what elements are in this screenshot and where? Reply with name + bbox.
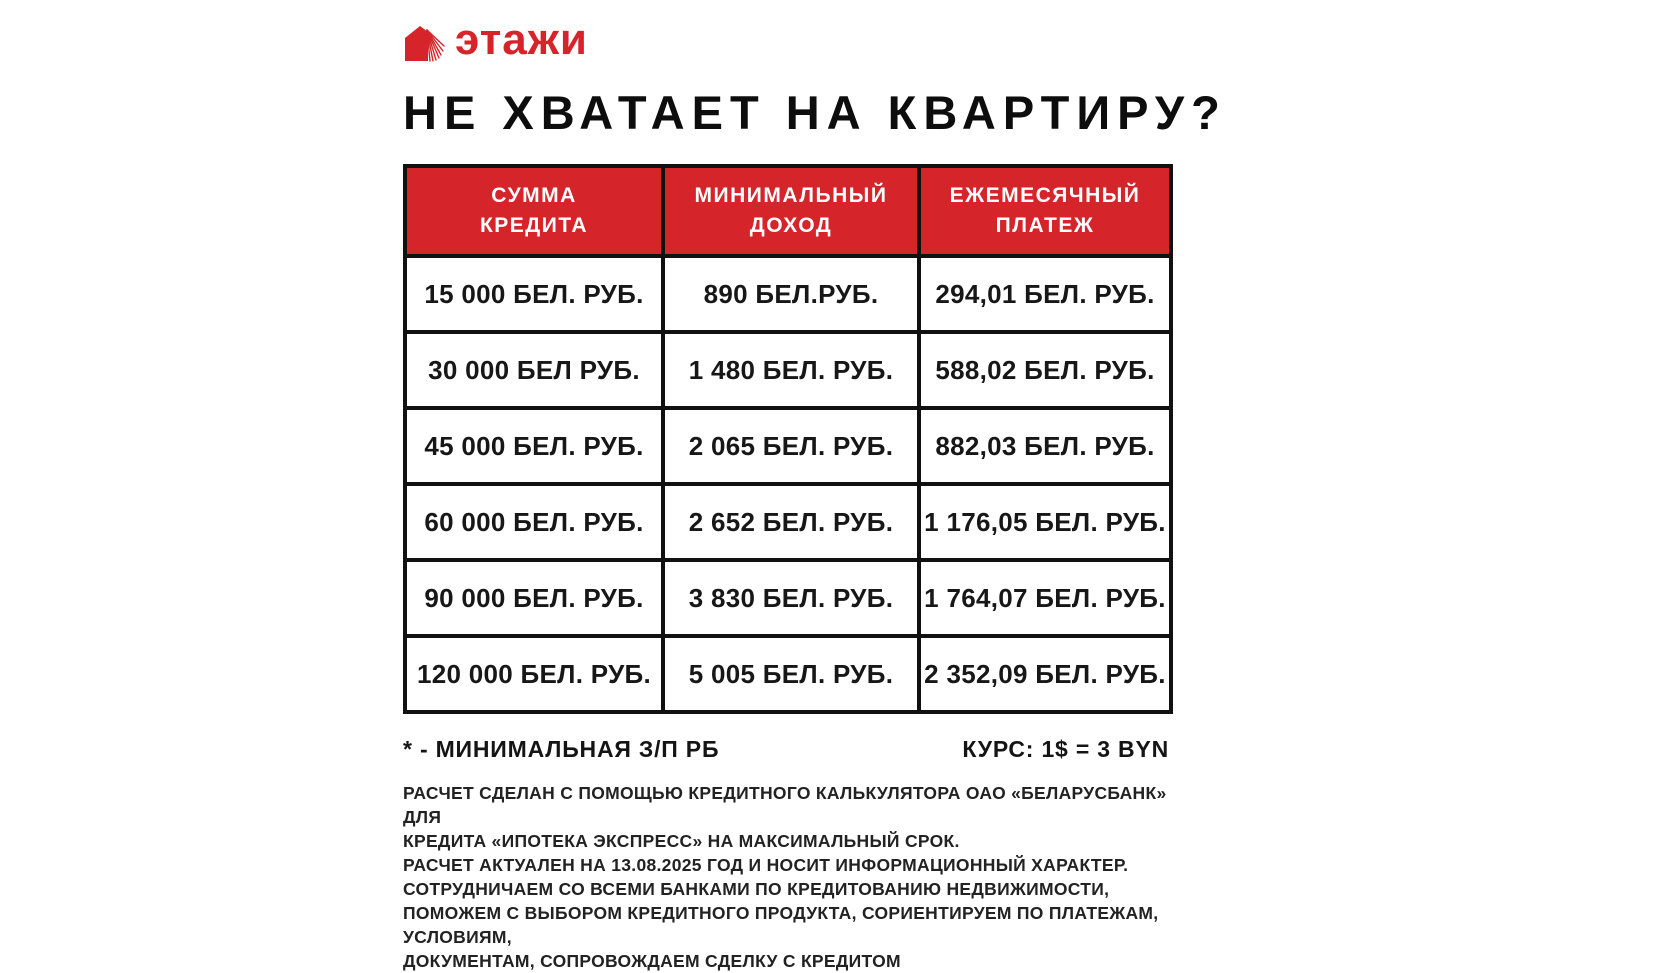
table-header-credit-sum bbox=[405, 166, 663, 256]
table-header-monthly-payment bbox=[919, 166, 1171, 256]
disclaimer-line: ПОМОЖЕМ С ВЫБОРОМ КРЕДИТНОГО ПРОДУКТА, СОРИЕНТИРУЕМ ПО ПЛАТЕЖАМ, bbox=[403, 903, 1159, 924]
table-header-row bbox=[405, 166, 1171, 256]
credit-sum-cell: 30 000 БЕЛ РУБ. bbox=[405, 332, 663, 408]
credit-sum-cell: 90 000 БЕЛ. РУБ. bbox=[405, 560, 663, 636]
disclaimer-line: СОТРУДНИЧАЕМ СО ВСЕМИ БАНКАМИ ПО КРЕДИТОВАНИЮ НЕДВИЖИМОСТИ, bbox=[403, 879, 1110, 900]
disclaimer-block bbox=[403, 781, 1169, 973]
house-fan-icon bbox=[403, 23, 445, 63]
monthly-payment-cell: 2 352,09 БЕЛ. РУБ. bbox=[919, 636, 1171, 712]
footnote-min-salary: * - МИНИМАЛЬНАЯ З/П РБ bbox=[403, 736, 720, 763]
min-income-cell: 890 БЕЛ.РУБ. bbox=[663, 256, 919, 332]
min-income-cell: 5 005 БЕЛ. РУБ. bbox=[663, 636, 919, 712]
credit-table bbox=[403, 164, 1173, 714]
exchange-rate-note: КУРС: 1$ = 3 BYN bbox=[962, 736, 1169, 763]
table-row bbox=[405, 332, 1171, 408]
poster-content bbox=[403, 15, 1227, 973]
table-row bbox=[405, 560, 1171, 636]
credit-sum-cell: 60 000 БЕЛ. РУБ. bbox=[405, 484, 663, 560]
credit-sum-cell: 15 000 БЕЛ. РУБ. bbox=[405, 256, 663, 332]
table-row bbox=[405, 484, 1171, 560]
disclaimer-line: РАСЧЕТ СДЕЛАН С ПОМОЩЬЮ КРЕДИТНОГО КАЛЬКУЛЯТОРА ОАО «БЕЛАРУСБАНК» ДЛЯ bbox=[403, 783, 1167, 828]
header-line: ДОХОД bbox=[749, 214, 833, 238]
min-income-cell: 3 830 БЕЛ. РУБ. bbox=[663, 560, 919, 636]
header-line: ЕЖЕМЕСЯЧНЫЙ bbox=[949, 183, 1141, 207]
disclaimer-line: УСЛОВИЯМ, bbox=[403, 927, 512, 948]
credit-sum-cell: 45 000 БЕЛ. РУБ. bbox=[405, 408, 663, 484]
footnotes-row bbox=[403, 736, 1169, 763]
header-line: КРЕДИТА bbox=[479, 214, 589, 238]
min-income-cell: 1 480 БЕЛ. РУБ. bbox=[663, 332, 919, 408]
monthly-payment-cell: 882,03 БЕЛ. РУБ. bbox=[919, 408, 1171, 484]
disclaimer-line: КРЕДИТА «ИПОТЕКА ЭКСПРЕСС» НА МАКСИМАЛЬНЫЙ СРОК. bbox=[403, 831, 960, 852]
brand-logo bbox=[403, 15, 1169, 66]
table-row bbox=[405, 256, 1171, 332]
page-title: НЕ ХВАТАЕТ НА КВАРТИРУ? bbox=[403, 86, 1227, 139]
table-header-min-income bbox=[663, 166, 919, 256]
header-line: СУММА bbox=[491, 183, 577, 207]
disclaimer-line: РАСЧЕТ АКТУАЛЕН НА 13.08.2025 ГОД И НОСИТ ИНФОРМАЦИОННЫЙ ХАРАКТЕР. bbox=[403, 855, 1129, 876]
monthly-payment-cell: 588,02 БЕЛ. РУБ. bbox=[919, 332, 1171, 408]
header-line: ПЛАТЕЖ bbox=[995, 214, 1095, 238]
table-row bbox=[405, 408, 1171, 484]
min-income-cell: 2 652 БЕЛ. РУБ. bbox=[663, 484, 919, 560]
table-row bbox=[405, 636, 1171, 712]
min-income-cell: 2 065 БЕЛ. РУБ. bbox=[663, 408, 919, 484]
monthly-payment-cell: 1 176,05 БЕЛ. РУБ. bbox=[919, 484, 1171, 560]
monthly-payment-cell: 1 764,07 БЕЛ. РУБ. bbox=[919, 560, 1171, 636]
header-line: МИНИМАЛЬНЫЙ bbox=[694, 183, 888, 207]
brand-logo-text: этажи bbox=[455, 15, 588, 64]
disclaimer-line: ДОКУМЕНТАМ, СОПРОВОЖДАЕМ СДЕЛКУ С КРЕДИТОМ bbox=[403, 951, 901, 972]
credit-sum-cell: 120 000 БЕЛ. РУБ. bbox=[405, 636, 663, 712]
monthly-payment-cell: 294,01 БЕЛ. РУБ. bbox=[919, 256, 1171, 332]
